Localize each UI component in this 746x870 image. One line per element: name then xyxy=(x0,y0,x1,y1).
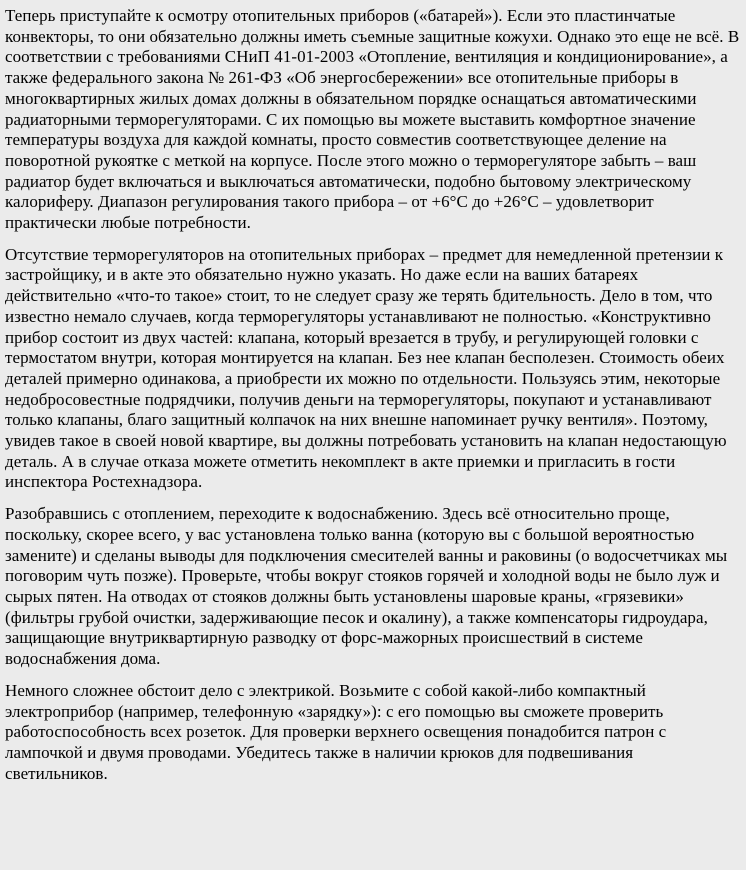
paragraph-heating-devices: Теперь приступайте к осмотру отопительных приборов («батарей»). Если это пластинчатые конвекторы, то они обязательно должны иметь съемные защитные кожухи. Однако это еще не всё. В соответствии с требованиями СНиП 41-01-2003 «Отопление, вентиляция и кондиционирование», а также федерального закона № 261-ФЗ «Об энергосбережении» все отопительные приборы в многоквартирных жилых домах должны в обязательном порядке оснащаться автоматическими радиаторными терморегуляторами. С их помощью вы можете выставить комфортное значение температуры воздуха для каждой комнаты, просто совместив соответствующее деление на поворотной рукоятке с меткой на корпусе. После этого можно о терморегуляторе забыть – ваш радиатор будет включаться и выключаться автоматически, подобно бытовому электрическому калориферу. Диапазон регулирования такого прибора – от +6°С до +26°С – удовлетворит практически любые потребности. xyxy=(5,6,740,233)
paragraph-water-supply: Разобравшись с отоплением, переходите к водоснабжению. Здесь всё относительно проще, поскольку, скорее всего, у вас установлена только ванна (которую вы с большой вероятностью замените) и сделаны выводы для подключения смесителей ванны и раковины (о водосчетчиках мы поговорим чуть позже). Проверьте, чтобы вокруг стояков горячей и холодной воды не было луж и сырых пятен. На отводах от стояков должны быть установлены шаровые краны, «грязевики» (фильтры грубой очистки, задерживающие песок и окалину), а также компенсаторы гидроудара, защищающие внутриквартирную разводку от форс-мажорных происшествий в системе водоснабжения дома. xyxy=(5,504,728,669)
paragraph-thermostats: Отсутствие терморегуляторов на отопительных приборах – предмет для немедленной претензии к застройщику, и в акте это обязательно нужно указать. Но даже если на ваших батареях действительно «что-то такое» стоит, то не следует сразу же терять бдительность. Дело в том, что известно немало случаев, когда терморегуляторы устанавливают не полностью. «Конструктивно прибор состоит из двух частей: клапана, который врезается в трубу, и регулирующей головки с термостатом внутри, которая монтируется на клапан. Без нее клапан бесполезен. Стоимость обеих деталей примерно одинакова, а приобрести их можно по отдельности. Пользуясь этим, некоторые недобросовестные подрядчики, получив деньги на терморегуляторы, покупают и устанавливают только клапаны, благо защитный колпачок на них внешне напоминает ручку вентиля». Поэтому, увидев такое в своей новой квартире, вы должны потребовать установить на клапан недостающую деталь. А в случае отказа можете отметить некомплект в акте приемки и пригласить в гости инспектора Ростехнадзора. xyxy=(5,244,727,492)
paragraph-electrical: Немного сложнее обстоит дело с электрикой. Возьмите с собой какой-либо компактный электроприбор (например, телефонную «зарядку»): с его помощью вы сможете проверить работоспособность всех розеток. Для проверки верхнего освещения понадобится патрон с лампочкой и двумя проводами. Убедитесь также в наличии крюков для подвешивания светильников. xyxy=(5,680,667,783)
